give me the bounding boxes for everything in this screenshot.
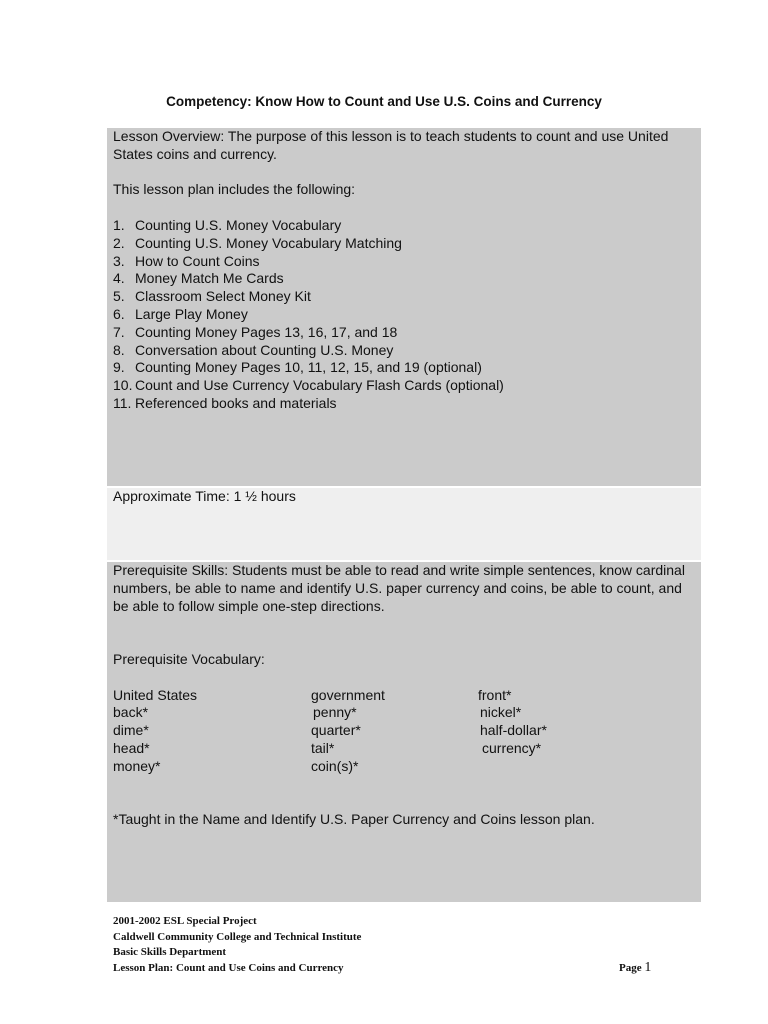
- vocab-term: head*: [113, 739, 150, 756]
- vocab-term: currency*: [482, 739, 542, 756]
- vocab-term: money*: [113, 757, 161, 774]
- vocab-term: nickel*: [480, 704, 522, 721]
- page-label: Page: [619, 962, 642, 974]
- vocabulary-row: [113, 722, 695, 740]
- approximate-time-section: [107, 488, 701, 560]
- includes-intro: This lesson plan includes the following:: [113, 181, 356, 198]
- vocab-term: penny*: [313, 704, 357, 721]
- approximate-time-text: Approximate Time: 1 ½ hours: [113, 488, 296, 504]
- footer-department: Basic Skills Department: [113, 946, 227, 958]
- vocabulary-row: [113, 704, 695, 722]
- vocab-term: government: [311, 686, 385, 703]
- vocabulary-table: [113, 687, 695, 776]
- vocabulary-row: [113, 758, 695, 776]
- list-item: 1. Counting U.S. Money Vocabulary: [113, 216, 342, 233]
- footer-project: 2001-2002 ESL Special Project: [113, 915, 257, 927]
- list-item: 9. Counting Money Pages 10, 11, 12, 15, and 19 (optional): [113, 359, 482, 376]
- vocab-term: coin(s)*: [311, 757, 359, 774]
- vocab-term: front*: [478, 686, 512, 703]
- lesson-items-list: [113, 217, 695, 413]
- list-item: 10. Count and Use Currency Vocabulary Flash Cards (optional): [113, 377, 504, 394]
- list-item: 2. Counting U.S. Money Vocabulary Matching: [113, 234, 402, 251]
- lesson-overview-section: [107, 128, 701, 486]
- list-item: 8. Conversation about Counting U.S. Money: [113, 341, 394, 358]
- list-item: 5. Classroom Select Money Kit: [113, 288, 311, 305]
- page-number: [619, 960, 651, 976]
- prerequisite-skills-text: Prerequisite Skills: Students must be able to read and write simple sentences, know cardinal numbers, be able to name and identify U.S. paper currency and coins, be able to count, and be able to follow simple one-step directions.: [113, 562, 685, 614]
- list-item: 7. Counting Money Pages 13, 16, 17, and 18: [113, 323, 398, 340]
- prerequisite-vocabulary-heading: Prerequisite Vocabulary:: [113, 650, 265, 667]
- vocab-term: United States: [113, 686, 198, 703]
- footer-institution: Caldwell Community College and Technical Institute: [113, 930, 362, 943]
- list-item: 11. Referenced books and materials: [113, 394, 337, 411]
- vocab-term: tail*: [311, 739, 335, 756]
- vocab-term: quarter*: [311, 722, 361, 739]
- page-number-value: 1: [644, 960, 652, 975]
- vocab-term: half-dollar*: [480, 722, 547, 739]
- vocabulary-row: [113, 740, 695, 758]
- vocabulary-row: [113, 687, 695, 705]
- list-item: 3. How to Count Coins: [113, 252, 260, 269]
- page-title: Competency: Know How to Count and Use U.S. Coins and Currency: [166, 94, 602, 109]
- taught-note: *Taught in the Name and Identify U.S. Paper Currency and Coins lesson plan.: [113, 811, 595, 828]
- vocab-term: back*: [113, 704, 149, 721]
- footer-lesson-plan: Lesson Plan: Count and Use Coins and Currency: [113, 961, 344, 974]
- prerequisites-section: [107, 562, 701, 902]
- list-item: 4. Money Match Me Cards: [113, 270, 284, 287]
- list-item: 6. Large Play Money: [113, 305, 248, 322]
- overview-text: Lesson Overview: The purpose of this lesson is to teach students to count and use United States coins and currency.: [113, 128, 669, 162]
- page-footer: [113, 914, 361, 976]
- vocab-term: dime*: [113, 722, 149, 739]
